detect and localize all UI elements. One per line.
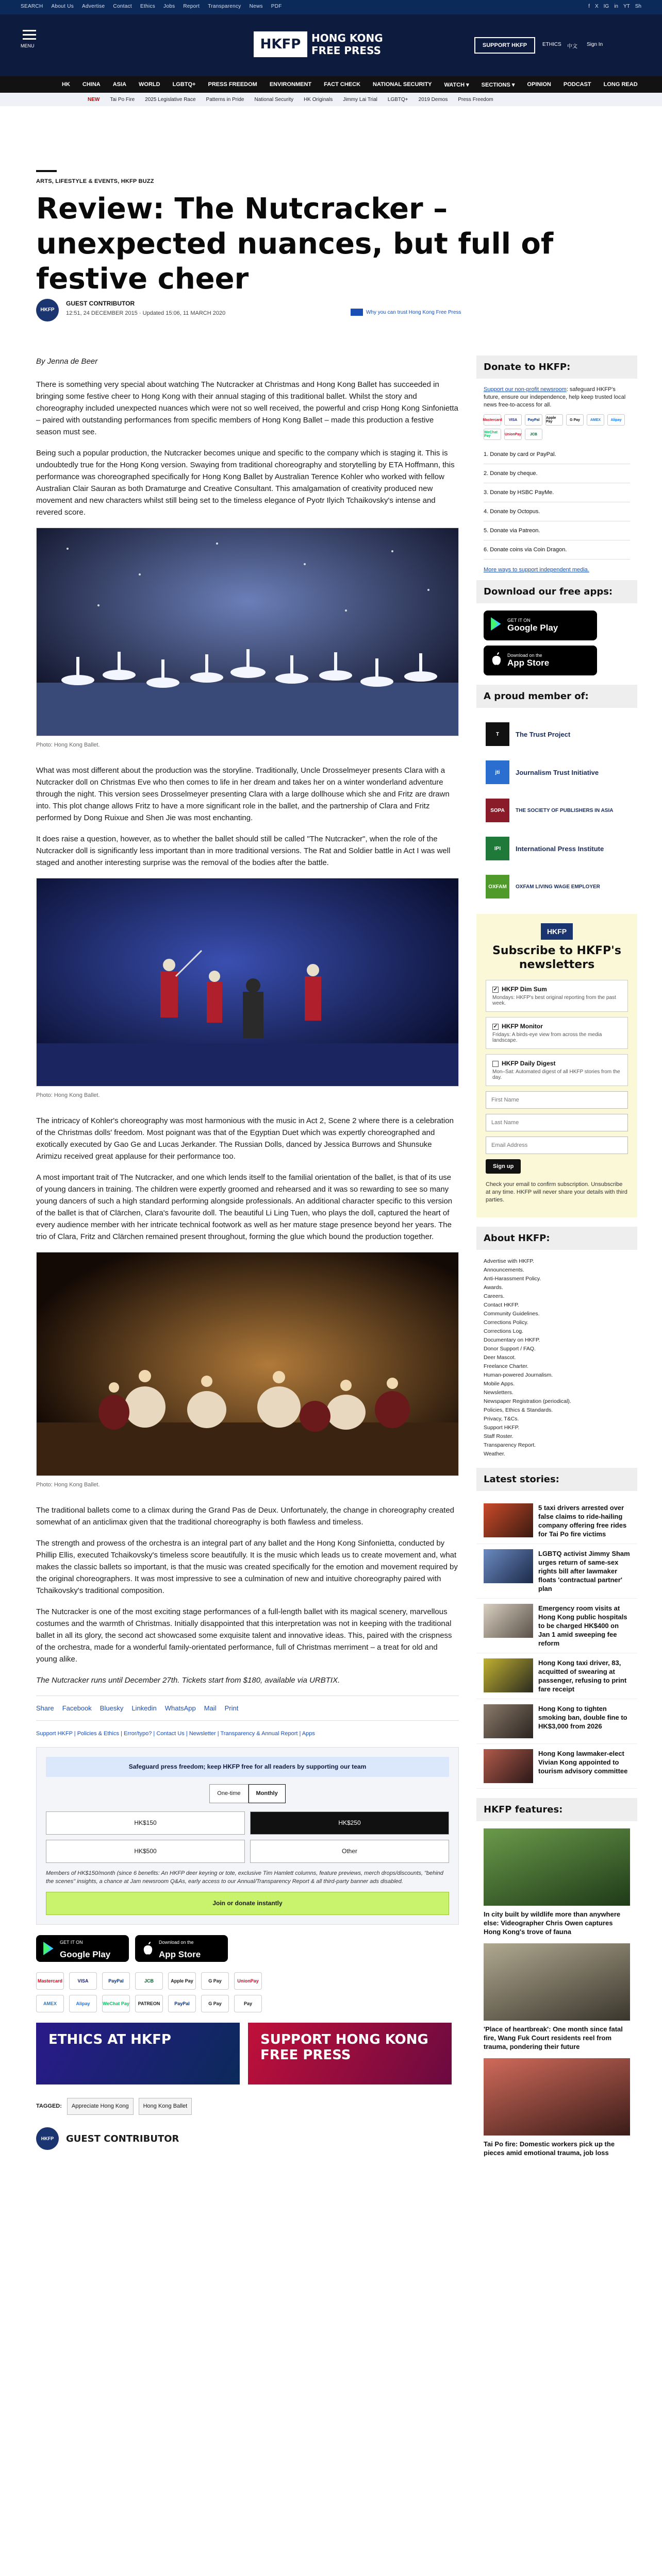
- newsletter-name: HKFP Dim Sum: [502, 986, 547, 993]
- story-headline[interactable]: Hong Kong to tighten smoking ban, double fine to HK$3,000 from 2026: [538, 1705, 627, 1730]
- top-link[interactable]: SEARCH: [21, 4, 43, 9]
- ticker-item[interactable]: Patterns in Pride: [206, 96, 244, 103]
- top-link[interactable]: About Us: [51, 4, 74, 9]
- latest-title: Latest stories:: [476, 1468, 637, 1491]
- app-store-button[interactable]: [135, 1935, 228, 1962]
- photo-caption: Photo: Hong Kong Ballet.: [36, 1092, 100, 1098]
- donate-option[interactable]: 6. Donate coins via Coin Dragon.: [484, 540, 630, 560]
- pay-icon: Pay: [234, 1995, 262, 2012]
- tag[interactable]: Appreciate Hong Kong: [67, 2098, 134, 2115]
- jcb-icon: JCB: [525, 429, 542, 440]
- payment-methods: [36, 1972, 273, 2012]
- share-bar: [36, 1696, 459, 1721]
- member-name: The Trust Project: [516, 730, 571, 738]
- about-link[interactable]: Donor Support / FAQ.: [484, 1346, 536, 1352]
- paragraph: The strength and prowess of the orchestra is an integral part of any ballet and the Hong Kong Sinfonietta, conducted by Phillip Ellis, executed Tchaikovsky's timeless score beautifully. It is the music which leads us to create movement and, what makes the classic ballets so important, is that the music was created specifically for the emotion and movement required by the original choreographers. It was most impressive to see a culmination of new and intuitive choreography paired with Tchaikovsky's traditional composition.: [36, 1539, 458, 1595]
- top-link[interactable]: Transparency: [208, 4, 241, 9]
- author-box-avatar: HKFP: [36, 2127, 59, 2150]
- sidebar-app-store[interactable]: [484, 646, 630, 675]
- about-link[interactable]: Mobile Apps.: [484, 1381, 515, 1387]
- newsletter-signup: [476, 914, 637, 1217]
- trust-label: Why you can trust Hong Kong Free Press: [366, 309, 461, 315]
- article-title: Review: The Nutcracker – unexpected nuances, but full of festive cheer: [36, 192, 554, 296]
- snowflakes-scene: [37, 528, 459, 736]
- about-link[interactable]: Announcements.: [484, 1267, 524, 1273]
- linkedin-icon[interactable]: in: [614, 4, 618, 9]
- site-name-line2: FREE PRESS: [311, 44, 381, 57]
- newsletter-desc: Mondays: HKFP's best original reporting from the past week.: [492, 995, 616, 1006]
- share-label[interactable]: Share: [36, 1704, 54, 1712]
- feature-image: [484, 1828, 630, 1906]
- member-name: THE SOCIETY OF PUBLISHERS IN ASIA: [516, 807, 614, 814]
- member-name: OXFAM LIVING WAGE EMPLOYER: [516, 884, 600, 890]
- latest-story[interactable]: [476, 1498, 637, 1544]
- tag[interactable]: Hong Kong Ballet: [139, 2098, 192, 2115]
- latest-story[interactable]: [476, 1744, 637, 1789]
- paypal-icon: PayPal: [525, 414, 542, 426]
- story-headline[interactable]: Emergency room visits at Hong Kong public hospitals to be charged HK$400 on Jan 1 amid sweeping fee reform: [538, 1604, 627, 1647]
- donate-option[interactable]: 5. Donate via Patreon.: [484, 521, 630, 540]
- jti-logo[interactable]: [476, 753, 637, 791]
- newsletter-title: Subscribe to HKFP's newsletters: [492, 944, 621, 971]
- about-links: [476, 1257, 637, 1459]
- member-title: A proud member of:: [476, 685, 637, 708]
- top-link[interactable]: Ethics: [140, 4, 156, 9]
- share-whatsapp[interactable]: WhatsApp: [164, 1704, 196, 1712]
- story-headline[interactable]: LGBTQ activist Jimmy Sham urges return of same-sex rights bill after lawmaker floats 'contractual partner' plan: [538, 1550, 630, 1592]
- wechat-pay-icon: WeChat Pay: [484, 429, 501, 440]
- member-benefits: Members of HK$150/month (since 6 benefits: An HKFP deer keyring or tote, exclusive Tim Hamlett columns, feature previews, merch drops/discounts, "behind the scenes" insights, a chance at Jam newsroom Q&As, early access to our Annual/Transparency Report & all third-party banner ads disabled.: [46, 1870, 443, 1885]
- paragraph: The traditional ballets come to a climax during the Grand Pas de Deux. Unfortunately, the change in choreography created somewhat of an anticlimax given that the traditional choreography is both flawless and timeless.: [36, 1506, 455, 1527]
- google-pay-icon: G Pay: [201, 1972, 229, 1990]
- top-link[interactable]: Jobs: [163, 4, 175, 9]
- unionpay-icon: UnionPay: [234, 1972, 262, 1990]
- app-store-button[interactable]: [484, 646, 597, 675]
- latest-story[interactable]: [476, 1544, 637, 1599]
- author-box: [36, 2127, 459, 2150]
- author-avatar: HKFP: [36, 299, 59, 321]
- donate-option[interactable]: 3. Donate by HSBC PayMe.: [484, 483, 630, 502]
- feature-headline[interactable]: 'Place of heartbreak': One month since fatal fire, Wang Fuk Court residents reel from trauma, pondering their future: [484, 2025, 623, 2050]
- share-facebook[interactable]: Facebook: [62, 1704, 92, 1712]
- tag-list: [36, 2098, 459, 2115]
- promo-banners: [36, 2023, 459, 2084]
- chinese-link[interactable]: 中文: [567, 44, 577, 49]
- wechat-pay-icon: WeChat Pay: [102, 1995, 130, 2012]
- trust-project-mark: T: [486, 722, 509, 746]
- trust-icon: [351, 309, 363, 316]
- masthead: [0, 14, 662, 76]
- feature-headline[interactable]: In city built by wildlife more than anywhere else: Videographer Chris Owen captures Hong Kong's trove of fauna: [484, 1910, 621, 1936]
- x-icon[interactable]: X: [594, 4, 599, 9]
- tags-label: TAGGED:: [36, 2103, 62, 2109]
- frequency-toggle: [46, 1784, 449, 1803]
- story-thumbnail: [484, 1658, 533, 1692]
- first-name-input[interactable]: [486, 1091, 628, 1109]
- nav-item[interactable]: ENVIRONMENT: [269, 81, 312, 88]
- share-linkedin[interactable]: Linkedin: [131, 1704, 157, 1712]
- trust-link[interactable]: [351, 309, 461, 316]
- about-link[interactable]: Transparency Report.: [484, 1442, 536, 1448]
- app-store-row: [36, 1935, 459, 1962]
- party-scene: [37, 1252, 459, 1476]
- newsletter-option[interactable]: [486, 1017, 628, 1049]
- nav-item[interactable]: CHINA: [82, 81, 101, 88]
- instagram-icon[interactable]: IG: [603, 4, 609, 9]
- site-name-line1: HONG KONG: [311, 32, 383, 44]
- nav-item[interactable]: LONG READ: [603, 81, 638, 88]
- paragraph: The Nutcracker is one of the most exciting stage performances of a full-length ballet with its magical scenery, marvellous costumes and the warmth of Christmas. Initially disappointed that this interpretation was not in keeping with the traditional ballet in all its glory, the second act showcased some exquisite talent and innovative ideas. This, paired with the crispness of the orchestra, made for a wonderful family-orientated performance, full of Christmas merriment – a treat for old and young alike.: [36, 1607, 452, 1664]
- ticker-item[interactable]: 2025 Legislative Race: [145, 96, 196, 103]
- donate-widget: [36, 1747, 459, 1925]
- google-play-small: GET IT ON: [507, 618, 531, 623]
- nav-item[interactable]: ASIA: [112, 81, 127, 88]
- amex-icon: AMEX: [587, 414, 604, 426]
- nav-item[interactable]: NATIONAL SECURITY: [373, 81, 432, 88]
- amount-option-other[interactable]: Other: [250, 1840, 449, 1863]
- story-thumbnail: [484, 1549, 533, 1583]
- ipi-logo[interactable]: [476, 829, 637, 868]
- amount-option[interactable]: HK$500: [46, 1840, 245, 1863]
- alipay-icon: Alipay: [607, 414, 625, 426]
- visa-icon: VISA: [69, 1972, 97, 1990]
- feature-image: [484, 2058, 630, 2136]
- menu-label: MENU: [21, 43, 35, 48]
- checkbox-checked-icon[interactable]: ✓: [493, 986, 498, 992]
- donate-option[interactable]: 1. Donate by card or PayPal.: [484, 445, 630, 464]
- site-logo[interactable]: HKFP: [254, 31, 307, 57]
- share-print[interactable]: Print: [224, 1704, 239, 1712]
- feature-headline[interactable]: Tai Po fire: Domestic workers pick up the pieces amid emotional trauma, job loss: [484, 2140, 615, 2157]
- about-link[interactable]: Newsletters.: [484, 1389, 514, 1396]
- newsletter-name: HKFP Daily Digest: [502, 1060, 556, 1067]
- amount-option-selected[interactable]: HK$250: [250, 1811, 449, 1835]
- photo-caption: Photo: Hong Kong Ballet.: [36, 742, 100, 748]
- story-headline[interactable]: Hong Kong taxi driver, 83, acquitted of swearing at passenger, refusing to print fare receipt: [538, 1659, 627, 1693]
- top-link[interactable]: PDF: [271, 4, 282, 9]
- mastercard-icon: Mastercard: [36, 1972, 64, 1990]
- app-store-small: Download on the: [159, 1940, 194, 1945]
- nav-item[interactable]: WATCH ▾: [444, 81, 469, 88]
- ballet-photo-party: [36, 1252, 459, 1476]
- paragraph: The intricacy of Kohler's choreography was most harmonious with the music in Act 2, Scene 2 where there is a celebration of the Christmas dolls' freedom. Most poignant was that of the Egyptian Duet which was expertly choreographed and exotically executed by Gao Ge and Lucas Jerkander. The Russian Dolls, danced by Jessica Burrows and Shunsuke Arimizu received great applause for their performance too.: [36, 1116, 454, 1161]
- sidebar: [476, 355, 637, 2164]
- last-name-input[interactable]: [486, 1114, 628, 1131]
- publish-dates: 12:51, 24 DECEMBER 2015 · Updated 15:06, 11 MARCH 2020: [66, 310, 226, 316]
- new-badge: NEW: [88, 96, 100, 103]
- sidebar-payment-methods: [476, 409, 637, 445]
- about-link[interactable]: Contact HKFP.: [484, 1302, 519, 1308]
- top-link[interactable]: News: [249, 4, 263, 9]
- top-link[interactable]: Advertise: [82, 4, 105, 9]
- author-name[interactable]: GUEST CONTRIBUTOR: [66, 300, 135, 307]
- google-play-button[interactable]: [484, 611, 597, 640]
- paragraph: A most important trait of The Nutcracker, and one which lends itself to the familial orientation of the ballet, is that of its use of young dancers in training. The children were expertly groomed and rehearsed and it was so rewarding to see so many young dancers of such a high standard performing alongside professionals. An additional character specific to this version of the ballet is that of Clärchen, Clara's favourite doll. The beautiful Li Ling Tuen, who plays the doll, captured the heart of every audience member with her intricate technical footwork as well as her mature stage presence beyond her years. The trio of Clara, Fritz and Clärchen remained present throughout, forming the glue which bound the production together.: [36, 1173, 453, 1241]
- ticker-item[interactable]: Tai Po Fire: [110, 96, 135, 103]
- unionpay-icon: UnionPay: [504, 429, 522, 440]
- google-pay-icon: G Pay: [566, 414, 584, 426]
- alipay-icon: Alipay: [69, 1995, 97, 2012]
- top-link[interactable]: Report: [183, 4, 200, 9]
- photo-caption: Photo: Hong Kong Ballet.: [36, 1482, 100, 1488]
- app-store-big: App Store: [507, 658, 550, 668]
- more-ways-link[interactable]: More ways to support independent media.: [484, 567, 589, 573]
- apple-icon: [490, 652, 503, 666]
- support-banner[interactable]: SUPPORT HONG KONG FREE PRESS: [248, 2023, 452, 2084]
- support-hkfp-button[interactable]: SUPPORT HKFP: [474, 37, 535, 54]
- ballet-photo-snowflakes: [36, 528, 459, 736]
- about-link[interactable]: Freelance Charter.: [484, 1363, 528, 1369]
- paypal-icon: PayPal: [102, 1972, 130, 1990]
- ticker-item[interactable]: Jimmy Lai Trial: [343, 96, 377, 103]
- latest-story[interactable]: [476, 1599, 637, 1653]
- sidebar-google-play[interactable]: [484, 611, 630, 640]
- topic-ticker: [0, 93, 662, 106]
- mastercard-icon: Mastercard: [484, 414, 501, 426]
- newsletter-desc: Fridays: A birds-eye view from across the media landscape.: [492, 1032, 602, 1043]
- nav-item[interactable]: OPINION: [527, 81, 551, 88]
- menu-icon[interactable]: [23, 30, 36, 40]
- paragraph: Being such a popular production, the Nutcracker becomes unique and specific to the company which is staging it. This is undoubtedly true for the Hong Kong version. Swaying from traditional choreography and storytelling by ETA Hoffmann, this performance was choreographed specifically for Hong Kong Ballet by Australian Terence Kohler who worked with fellow Australian Clair Sauran as both Dramaturge and Creative Consultant. This amalgamation of creativity produced new movement and new characters whilst still being set to the timeless elegance of Pyotr Ilyich Tchaikovsky's intense and revered score.: [36, 449, 455, 517]
- apple-pay-icon: Apple Pay: [168, 1972, 196, 1990]
- top-bar: [0, 0, 662, 14]
- donate-option[interactable]: 4. Donate by Octopus.: [484, 502, 630, 521]
- battle-scene: [37, 878, 459, 1087]
- about-link[interactable]: Corrections Log.: [484, 1328, 524, 1334]
- donate-heading: Safeguard press freedom; keep HKFP free for all readers by supporting our team: [46, 1757, 449, 1777]
- about-link[interactable]: Advertise with HKFP.: [484, 1258, 534, 1264]
- join-donate-button[interactable]: Join or donate instantly: [46, 1892, 449, 1915]
- amount-options: [46, 1811, 449, 1863]
- sign-up-button[interactable]: Sign up: [486, 1159, 521, 1174]
- ticker-item[interactable]: HK Originals: [304, 96, 333, 103]
- nav-item[interactable]: FACT CHECK: [324, 81, 361, 88]
- article-categories[interactable]: ARTS, LIFESTYLE & EVENTS, HKFP BUZZ: [36, 178, 154, 184]
- apple-pay-icon: Apple Pay: [545, 414, 563, 426]
- about-link[interactable]: Anti-Harassment Policy.: [484, 1276, 541, 1282]
- google-play-icon: [42, 1941, 56, 1956]
- category-rule: [36, 170, 57, 172]
- top-link[interactable]: Contact: [113, 4, 132, 9]
- paypal-icon: PayPal: [168, 1995, 196, 2012]
- sign-in-link[interactable]: Sign In: [587, 42, 603, 47]
- about-link[interactable]: Weather.: [484, 1451, 505, 1457]
- social-links: [588, 4, 641, 9]
- about-link[interactable]: Support HKFP.: [484, 1425, 520, 1431]
- app-store-small: Download on the: [507, 653, 542, 658]
- about-link[interactable]: Policies, Ethics & Standards.: [484, 1407, 553, 1413]
- about-link[interactable]: Privacy, T&Cs.: [484, 1416, 519, 1422]
- nav-item[interactable]: PODCAST: [563, 81, 591, 88]
- article-body: [36, 355, 459, 2150]
- donate-title: Donate to HKFP:: [476, 355, 637, 379]
- about-link[interactable]: Corrections Policy.: [484, 1319, 528, 1326]
- story-thumbnail: [484, 1503, 533, 1537]
- oxfam-logo[interactable]: [476, 868, 637, 906]
- latest-story[interactable]: [476, 1653, 637, 1699]
- share-icon[interactable]: Sh: [635, 4, 641, 9]
- newsletter-logo: HKFP: [541, 923, 573, 940]
- ticker-item[interactable]: LGBTQ+: [387, 96, 408, 103]
- patreon-icon: PATREON: [135, 1995, 163, 2012]
- share-mail[interactable]: Mail: [204, 1704, 217, 1712]
- donate-text: [476, 386, 637, 409]
- about-link[interactable]: Deer Mascot.: [484, 1354, 516, 1361]
- feature-story[interactable]: [476, 1828, 637, 1943]
- oxfam-mark: OXFAM: [486, 875, 509, 899]
- story-headline[interactable]: 5 taxi drivers arrested over false claims to ride-hailing company offering free rides for Tai Po fire victims: [538, 1504, 627, 1538]
- member-name: International Press Institute: [516, 844, 604, 853]
- about-link[interactable]: Human-powered Journalism.: [484, 1372, 553, 1378]
- author-box-name[interactable]: GUEST CONTRIBUTOR: [66, 2133, 179, 2144]
- nav-item[interactable]: LGBTQ+: [172, 81, 196, 88]
- story-thumbnail: [484, 1704, 533, 1738]
- apps-title: Download our free apps:: [476, 580, 637, 603]
- about-link[interactable]: Documentary on HKFP.: [484, 1337, 540, 1343]
- trust-project-logo[interactable]: [476, 715, 637, 753]
- article-footer-links[interactable]: Support HKFP | Policies & Ethics | Error/typo? | Contact Us | Newsletter | Transparency & Annual Report | Apps: [36, 1731, 315, 1737]
- ballet-photo-battle: [36, 878, 459, 1087]
- story-thumbnail: [484, 1604, 533, 1638]
- sopa-mark: SOPA: [486, 799, 509, 822]
- google-play-big: Google Play: [507, 623, 558, 633]
- donate-options: [476, 445, 637, 560]
- share-bluesky[interactable]: Bluesky: [100, 1704, 124, 1712]
- sopa-logo[interactable]: [476, 791, 637, 829]
- ipi-mark: IPI: [486, 837, 509, 860]
- checkbox-checked-icon[interactable]: ✓: [493, 1023, 498, 1029]
- newsletter-option[interactable]: [486, 1054, 628, 1086]
- visa-icon: VISA: [504, 414, 522, 426]
- ticker-item[interactable]: 2019 Demos: [418, 96, 448, 103]
- newsletter-desc: Mon–Sat: Automated digest of all HKFP stories from the day.: [492, 1069, 620, 1080]
- feature-story[interactable]: [476, 2058, 637, 2164]
- monthly-toggle[interactable]: Monthly: [249, 1784, 286, 1803]
- paragraph: What was most different about the production was the storyline. Traditionally, Uncle Drosselmeyer presents Clara with a Nutcracker doll on Christmas Eve who then comes to life in her dream and takes her on a winter wonderland adventure through the night. This version sees Drosselmeyer presenting Clara with a large dollhouse which she and Fritz are drawn into. This plot change allows Fritz to have a more significant role in the ballet, and the partnership of Clara and Fritz performed by Dong Ruixue and Shen Jie was most enchanting.: [36, 766, 450, 822]
- facebook-icon[interactable]: f: [588, 4, 590, 9]
- jti-mark: jti: [486, 760, 509, 784]
- story-headline[interactable]: Hong Kong lawmaker-elect Vivian Kong appointed to tourism advisory committee: [538, 1750, 628, 1775]
- nav-item[interactable]: PRESS FREEDOM: [208, 81, 257, 88]
- apple-icon: [141, 1941, 155, 1956]
- checkbox-icon[interactable]: [492, 1061, 499, 1067]
- newsletter-note: Check your email to confirm subscription. Unsubscribe at any time. HKFP will never share your details with third parties.: [486, 1181, 627, 1203]
- donate-link[interactable]: Support our non-profit newsroom: [484, 386, 567, 393]
- one-time-toggle[interactable]: One-time: [209, 1784, 248, 1803]
- ethics-banner[interactable]: ETHICS AT HKFP: [36, 2023, 240, 2084]
- site-name: [311, 32, 383, 57]
- feature-story[interactable]: [476, 1943, 637, 2058]
- member-name: Journalism Trust Initiative: [516, 768, 599, 776]
- about-link[interactable]: Newspaper Registration (periodical).: [484, 1398, 571, 1404]
- top-links: [21, 4, 282, 9]
- google-play-button[interactable]: [36, 1935, 129, 1962]
- story-thumbnail: [484, 1749, 533, 1783]
- donate-description: : safeguard HKFP's future, ensure our independence, help keep trusted local news free-to-access for all.: [484, 386, 626, 408]
- ticker-item[interactable]: Press Freedom: [458, 96, 493, 103]
- features-title: HKFP features:: [476, 1798, 637, 1821]
- about-link[interactable]: Careers.: [484, 1293, 505, 1299]
- ticker-item[interactable]: National Security: [254, 96, 294, 103]
- google-play-small: GET IT ON: [60, 1940, 83, 1945]
- nav-item[interactable]: HK: [62, 81, 70, 88]
- closing-note: The Nutcracker runs until December 27th. Tickets start from $180, available via URBTIX.: [36, 1676, 340, 1685]
- google-play-big: Google Play: [60, 1950, 111, 1959]
- newsletter-option[interactable]: [486, 980, 628, 1012]
- donate-option[interactable]: 2. Donate by cheque.: [484, 464, 630, 483]
- about-title: About HKFP:: [476, 1227, 637, 1250]
- amount-option[interactable]: HK$150: [46, 1811, 245, 1835]
- nav-item[interactable]: WORLD: [139, 81, 160, 88]
- main-nav: [0, 76, 662, 93]
- article-author: By Jenna de Beer: [36, 357, 98, 366]
- about-link[interactable]: Staff Roster.: [484, 1433, 514, 1439]
- ethics-link[interactable]: ETHICS: [542, 42, 561, 47]
- feature-image: [484, 1943, 630, 2021]
- paragraph: There is something very special about watching The Nutcracker at Christmas and Hong Kong Ballet has succeeded in bringing some festive cheer to Hong Kong with their annual staging of this traditional ballet. Whilst the story and choreography included unexpected nuances which were not so well received, the powerful and crisp Hong Kong Sinfonietta – paired with outstanding performances from specific members of Hong Kong Ballet – made this production a festive season must see.: [36, 380, 458, 436]
- email-input[interactable]: [486, 1137, 628, 1154]
- google-play-icon: [490, 617, 503, 631]
- about-link[interactable]: Community Guidelines.: [484, 1311, 540, 1317]
- paragraph: It does raise a question, however, as to whether the ballet should still be called "The Nutcracker", when the role of the Nutcracker doll is significantly less important than in more traditional versions. The Rat and Soldier battle in Act I was well staged and another interesting surprise was the removal of the bodies after the battle.: [36, 835, 451, 867]
- jcb-icon: JCB: [135, 1972, 163, 1990]
- newsletter-name: HKFP Monitor: [502, 1023, 543, 1030]
- amex-icon: AMEX: [36, 1995, 64, 2012]
- google-pay-icon: G Pay: [201, 1995, 229, 2012]
- nav-item[interactable]: SECTIONS ▾: [481, 81, 515, 88]
- youtube-icon[interactable]: YT: [623, 4, 630, 9]
- app-store-big: App Store: [159, 1950, 201, 1959]
- latest-story[interactable]: [476, 1699, 637, 1744]
- about-link[interactable]: Awards.: [484, 1284, 503, 1291]
